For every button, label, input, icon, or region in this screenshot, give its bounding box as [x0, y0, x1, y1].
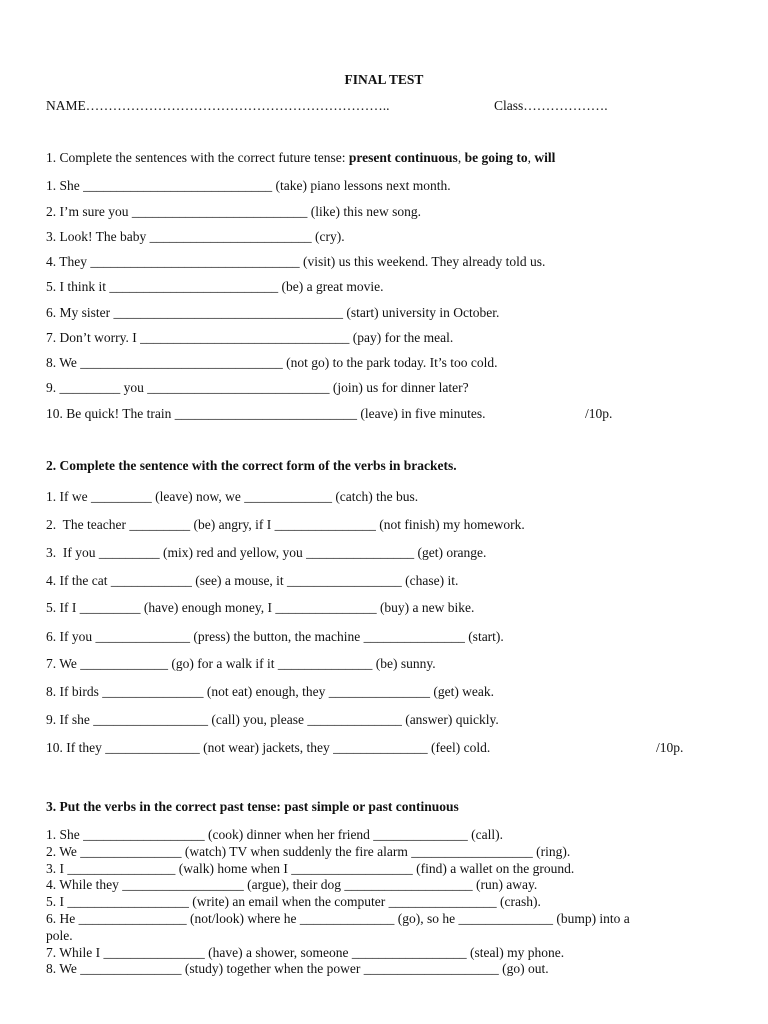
s2-item-4: 4. If the cat ____________ (see) a mouse, it _________________ (chase) it. [46, 573, 459, 588]
s2-item-9: 9. If she _________________ (call) you, please ______________ (answer) quickly. [46, 712, 499, 727]
s2-item-5: 5. If I _________ (have) enough money, I _______________ (buy) a new bike. [46, 600, 475, 615]
s3-item-2: 2. We _______________ (watch) TV when suddenly the fire alarm __________________ (ring). [46, 844, 571, 859]
s3-item-7: 7. While I _______________ (have) a shower, someone _________________ (steal) my phone. [46, 945, 565, 960]
s3-item-6-cont: pole. [46, 928, 73, 943]
s1-item-2: 2. I’m sure you __________________________ (like) this new song. [46, 204, 421, 219]
s2-item-7: 7. We _____________ (go) for a walk if it ______________ (be) sunny. [46, 656, 436, 671]
s1-item-1: 1. She ____________________________ (take) piano lessons next month. [46, 178, 451, 193]
section3-heading: 3. Put the verbs in the correct past tense: past simple or past continuous [46, 799, 459, 814]
page-title: FINAL TEST [344, 72, 424, 87]
s2-item-10: 10. If they ______________ (not wear) jackets, they ______________ (feel) cold. [46, 740, 491, 755]
s3-item-4: 4. While they __________________ (argue), their dog ___________________ (run) away. [46, 877, 538, 892]
s1-item-4: 4. They _______________________________ (visit) us this weekend. They already told us. [46, 254, 546, 269]
s1-item-3: 3. Look! The baby ________________________ (cry). [46, 229, 345, 244]
class-field: Class………………. [494, 98, 608, 113]
s1-item-8: 8. We ______________________________ (not go) to the park today. It’s too cold. [46, 355, 498, 370]
s2-item-1: 1. If we _________ (leave) now, we _____________ (catch) the bus. [46, 489, 419, 504]
s3-item-6: 6. He ________________ (not/look) where he ______________ (go), so he ______________ (bump) into a [46, 911, 630, 926]
s2-item-8: 8. If birds _______________ (not eat) enough, they _______________ (get) weak. [46, 684, 495, 699]
s1-item-6: 6. My sister __________________________________ (start) university in October. [46, 305, 500, 320]
section1-score: /10p. [585, 406, 613, 421]
s1-item-9: 9. _________ you ___________________________ (join) us for dinner later? [46, 380, 469, 395]
s1-item-7: 7. Don’t worry. I _______________________________ (pay) for the meal. [46, 330, 454, 345]
s3-item-8: 8. We _______________ (study) together when the power ____________________ (go) out. [46, 961, 549, 976]
s2-item-3: 3. If you _________ (mix) red and yellow, you ________________ (get) orange. [46, 545, 487, 560]
s1-item-10: 10. Be quick! The train ___________________________ (leave) in five minutes. [46, 406, 486, 421]
s2-item-2: 2. The teacher _________ (be) angry, if I _______________ (not finish) my homework. [46, 517, 525, 532]
s3-item-1: 1. She __________________ (cook) dinner when her friend ______________ (call). [46, 827, 504, 842]
s1-item-5: 5. I think it _________________________ (be) a great movie. [46, 279, 384, 294]
name-field: NAME………………………………………………………….. [46, 98, 390, 113]
section2-heading: 2. Complete the sentence with the correct form of the verbs in brackets. [46, 458, 457, 473]
s3-item-3: 3. I ________________ (walk) home when I __________________ (find) a wallet on the ground. [46, 861, 575, 876]
section2-score: /10p. [656, 740, 684, 755]
s3-item-5: 5. I __________________ (write) an email when the computer ________________ (crash). [46, 894, 541, 909]
section1-heading: 1. Complete the sentences with the correct future tense: present continuous, be going to, will [46, 150, 556, 165]
s2-item-6: 6. If you ______________ (press) the button, the machine _______________ (start). [46, 629, 504, 644]
